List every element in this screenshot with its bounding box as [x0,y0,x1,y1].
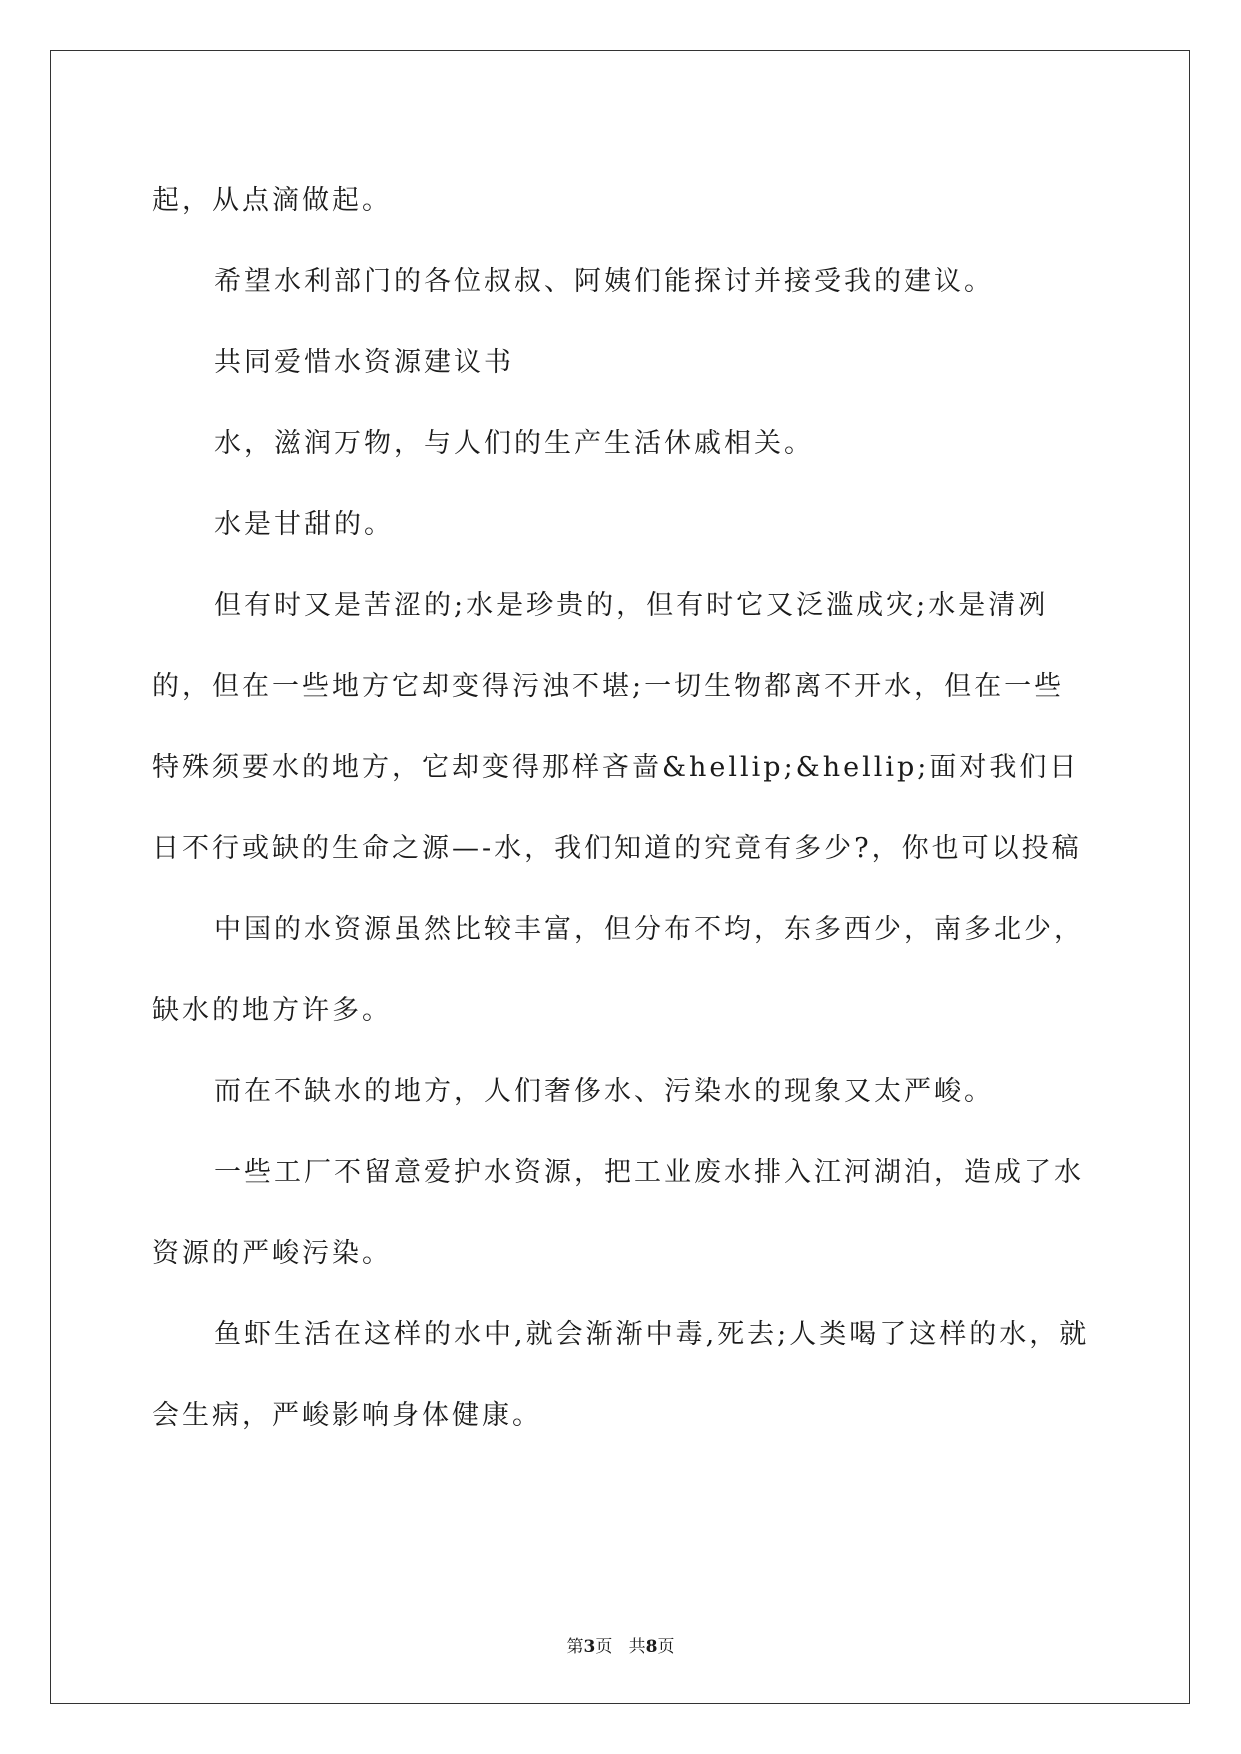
paragraph: 起，从点滴做起。 [152,185,392,216]
paragraph: 希望水利部门的各位叔叔、阿姨们能探讨并接受我的建议。 [214,266,994,297]
footer-prefix: 第 [566,1637,584,1657]
paragraph: 水，滋润万物，与人们的生产生活休戚相关。 [214,428,814,459]
footer-page-suffix: 页 [595,1637,613,1657]
section-title: 共同爱惜水资源建议书 [214,347,514,378]
paragraph: 中国的水资源虽然比较丰富，但分布不均，东多西少，南多北少，缺水的地方许多。 [152,914,1084,1026]
current-page-number: 3 [583,1637,596,1657]
total-pages-number: 8 [645,1637,658,1657]
footer-total-suffix: 页 [657,1637,675,1657]
paragraph: 但有时又是苦涩的;水是珍贵的，但有时它又泛滥成灾;水是清冽的，但在一些地方它却变得污浊不堪;一切生物都离不开水，但在一些特殊须要水的地方，它却变得那样吝啬&hellip;&hellip;面对我们日日不行或缺的生命之源—-水，我们知道的究竟有多少?，你也可以投稿 [152,590,1082,864]
paragraph: 水是甘甜的。 [214,509,394,540]
paragraph: 鱼虾生活在这样的水中,就会渐渐中毒,死去;人类喝了这样的水，就会生病，严峻影响身体健康。 [152,1319,1090,1431]
paragraph: 而在不缺水的地方，人们奢侈水、污染水的现象又太严峻。 [214,1076,994,1107]
paragraph: 一些工厂不留意爱护水资源，把工业废水排入江河湖泊，造成了水资源的严峻污染。 [152,1157,1084,1269]
footer-total-prefix: 共 [628,1637,646,1657]
page-footer [0,1632,1241,1657]
document-body [152,160,1092,1456]
